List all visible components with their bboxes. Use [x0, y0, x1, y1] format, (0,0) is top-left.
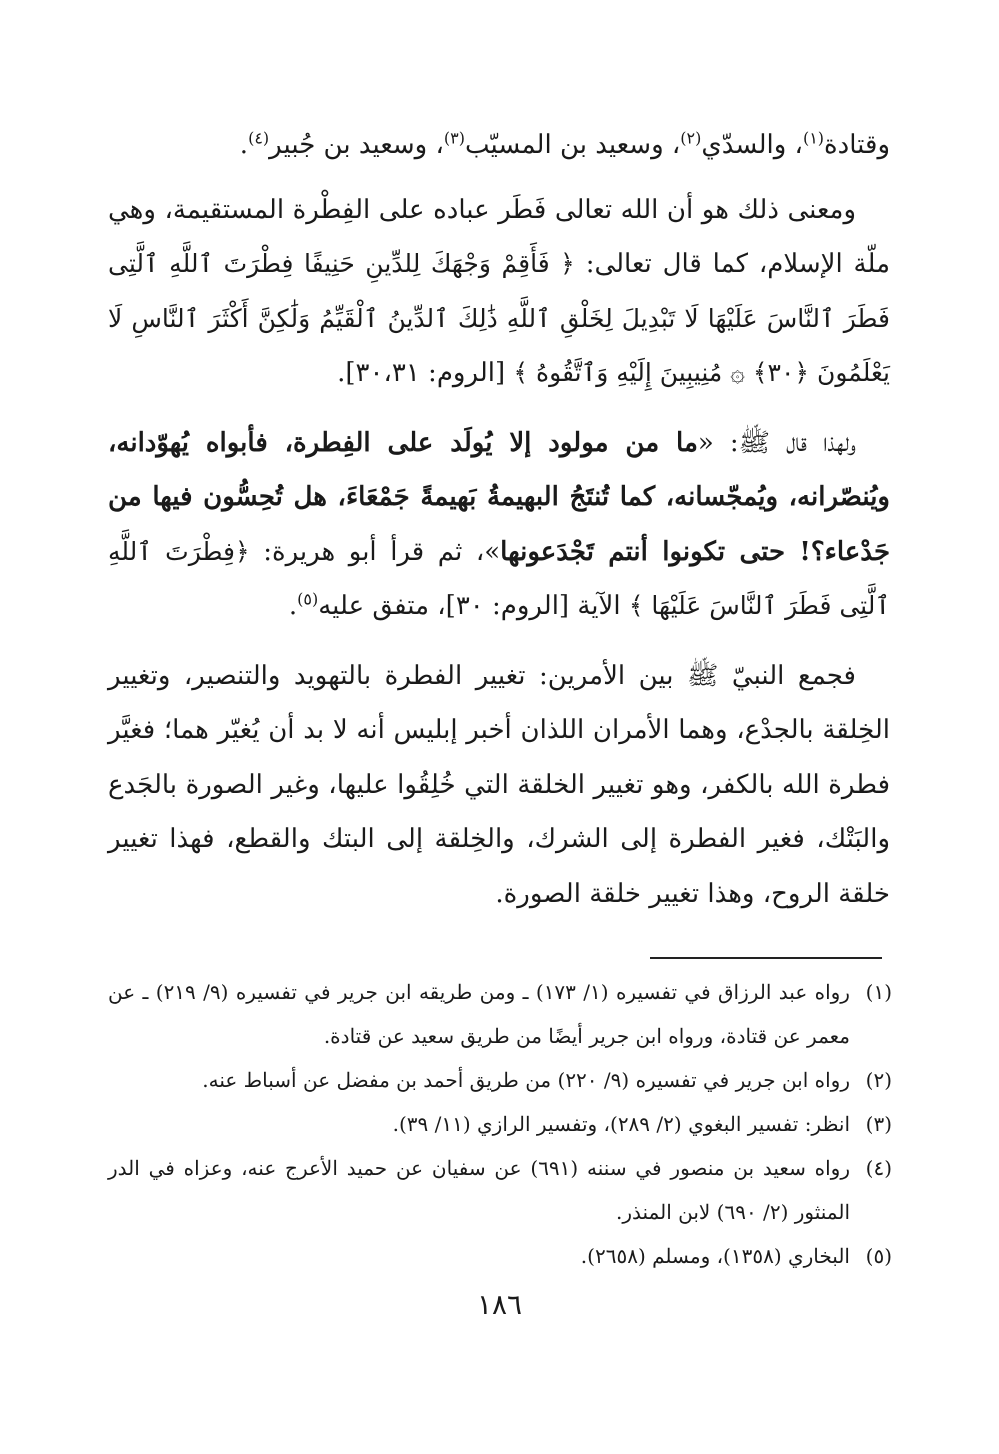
footnote-number: (١): [865, 980, 892, 1004]
footnote-text: رواه عبد الرزاق في تفسيره (١/ ١٧٣) ـ ومن طريقه ابن جرير في تفسيره (٩/ ٢١٩) ـ عن معمر عن قتادة، ورواه ابن جرير أيضًا من طريق سعيد عن قتادة.: [108, 980, 850, 1048]
footnote-number: (٤): [865, 1156, 892, 1180]
paragraph-3: [108, 416, 890, 634]
footnote-text: البخاري (١٣٥٨)، ومسلم (٢٦٥٨).: [580, 1244, 850, 1268]
quran-verse: ﴿فِطْرَتَ ٱللَّهِ ٱلَّتِى فَطَرَ ٱلنَّاسَ عَلَيْهَا ﴾: [108, 536, 890, 620]
main-text: [108, 118, 890, 936]
footnote-1: [108, 970, 892, 1058]
text-segment: .: [239, 130, 249, 160]
text-segment: »، ثم قرأ أبو هريرة:: [263, 536, 501, 567]
footnote-number: (٥): [865, 1244, 892, 1268]
footnote-text: انظر: تفسير البغوي (٢/ ٢٨٩)، وتفسير الرازي (١١/ ٣٩).: [392, 1112, 850, 1136]
footnote-3: [108, 1102, 892, 1146]
text-segment: ، والسدّي: [701, 130, 803, 160]
text-segment: وقتادة: [824, 130, 890, 160]
paragraph-2: [108, 183, 890, 401]
footnote-number: (٢): [865, 1068, 892, 1092]
footnote-ref-4: (٤): [248, 128, 270, 148]
text-segment: ، وسعيد بن المسيّب: [464, 130, 681, 160]
footnote-ref-1: (١): [802, 128, 825, 148]
text-segment: ، وسعيد بن جُبير: [269, 130, 444, 160]
footnote-divider: [650, 957, 882, 959]
footnote-ref-5: (٥): [297, 589, 319, 609]
verse-reference: [الروم: ٣٠،٣١].: [337, 358, 506, 388]
footnote-ref-3: (٣): [443, 128, 465, 148]
page-number: ١٨٦: [476, 1288, 523, 1321]
footnote-5: [108, 1234, 892, 1278]
paragraph-4: فجمع النبيّ ﷺ بين الأمرين: تغيير الفطرة بالتهويد والتنصير، وتغيير الخِلقة بالجدْع، وهما الأمران اللذان أخبر إبليس أنه لا بد أن يُغيّر هما؛ فغيَّر فطرة الله بالكفر، وهو تغيير الخلقة التي خُلِقُوا عليها، وغير الصورة بالجَدع والبَتْك، فغير الفطرة إلى الشرك، والخِلقة إلى البتك والقطع، فهذا تغيير خلقة الروح، وهذا تغيير خلقة الصورة.: [108, 660, 890, 909]
footnote-text: رواه سعيد بن منصور في سننه (٦٩١) عن سفيان عن حميد الأعرج عنه، وعزاه في الدر المنثور (٢/ ٦٩٠) لابن المنذر.: [108, 1156, 850, 1224]
footnote-4: [108, 1146, 892, 1234]
footnote-number: (٣): [865, 1112, 892, 1136]
quran-verse: ﴿ فَأَقِمْ وَجْهَكَ لِلدِّينِ حَنِيفًا فِطْرَتَ ٱللَّهِ ٱلَّتِى فَطَرَ ٱلنَّاسَ عَلَيْهَا لَا تَبْدِيلَ لِخَلْقِ ٱللَّهِ ذَٰلِكَ ٱلدِّينُ ٱلْقَيِّمُ وَلَٰكِنَّ أَكْثَرَ ٱلنَّاسِ لَا يَعْلَمُونَ ﴿٣٠﴾ ۞ مُنِيبِينَ إِلَيْهِ وَٱتَّقُوهُ ﴾: [108, 249, 890, 387]
footnote-2: [108, 1058, 892, 1102]
footnote-text: رواه ابن جرير في تفسيره (٩/ ٢٢٠) من طريق أحمد بن مفضل عن أسباط عنه.: [202, 1068, 850, 1092]
text-segment: .: [288, 591, 298, 621]
text-segment: ولهذا قال ﷺ: «: [697, 427, 856, 458]
footnote-ref-2: (٢): [680, 128, 702, 148]
paragraph-1: [108, 118, 890, 173]
hadith-text: ما من مولود إلا يُولَد على الفِطرة، فأبواه يُهوّدانه، ويُنصّرانه، ويُمجّسانه، كما تُنتَجُ البهيمةُ بَهيمةً جَمْعَاءَ، هل تُحِسُّون فيها من جَدْعاء؟! حتى تكونوا أنتم تَجْدَعونها: [108, 427, 891, 567]
footnotes: [108, 970, 892, 1278]
text-segment: ومعنى ذلك هو أن الله تعالى فَطَر عباده على الفِطْرة المستقيمة، وهي ملّة الإسلام، كما قال تعالى:: [108, 194, 891, 279]
text-segment: الآية [الروم: ٣٠]، متفق عليه: [318, 591, 621, 621]
